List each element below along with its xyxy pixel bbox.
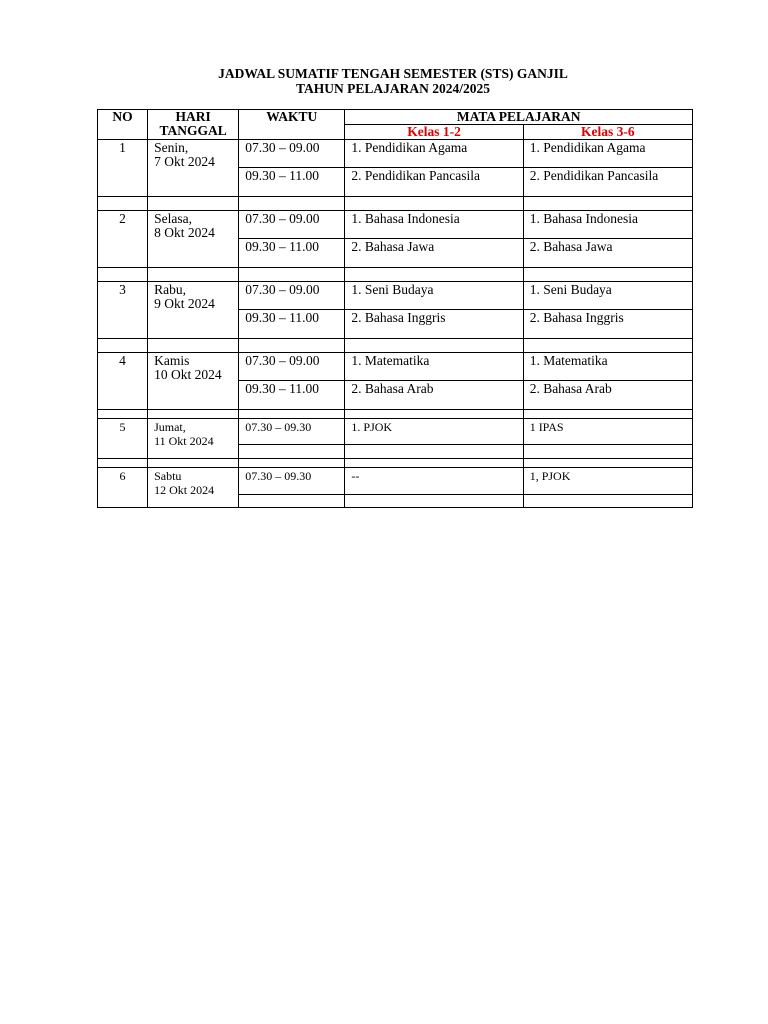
empty-cell xyxy=(345,268,523,282)
empty-cell xyxy=(148,410,239,419)
subject-kelas-1-2 xyxy=(345,211,523,239)
subject-kelas-1-2-text: 2. Pendidikan Pancasila xyxy=(351,168,480,183)
header-kelas-1-2: Kelas 1-2 xyxy=(345,125,523,140)
day-name: Rabu, xyxy=(154,282,186,297)
subject-kelas-1-2 xyxy=(345,239,523,268)
header-waktu: WAKTU xyxy=(239,110,345,140)
session-time xyxy=(239,168,345,197)
subject-kelas-3-6-text: 1. Bahasa Indonesia xyxy=(529,211,639,226)
spacer-row xyxy=(98,410,693,419)
subject-kelas-1-2-text: 1. Pendidikan Agama xyxy=(351,140,468,155)
day-date-cell xyxy=(148,419,239,459)
day-number xyxy=(98,211,148,268)
subject-kelas-3-6 xyxy=(523,239,692,268)
subject-kelas-3-6 xyxy=(523,168,692,197)
day-number-text: 4 xyxy=(119,353,126,368)
empty-cell xyxy=(523,339,692,353)
day-number-text: 1 xyxy=(119,140,126,155)
day-date-cell xyxy=(148,282,239,339)
subject-kelas-1-2 xyxy=(345,140,523,168)
empty-cell xyxy=(98,410,148,419)
day-name: Selasa, xyxy=(154,211,192,226)
empty-cell xyxy=(148,197,239,211)
day-number-text: 3 xyxy=(119,282,126,297)
day-number-text: 5 xyxy=(119,420,126,434)
day-date: 9 Okt 2024 xyxy=(154,296,215,311)
day-date-cell xyxy=(148,468,239,508)
subject-kelas-1-2-text: 1. Bahasa Indonesia xyxy=(351,211,460,226)
subject-kelas-1-2 xyxy=(345,310,523,339)
subject-kelas-1-2 xyxy=(345,495,523,508)
session-time-text: 09.30 – 11.00 xyxy=(245,381,319,396)
empty-cell xyxy=(239,339,345,353)
empty-cell xyxy=(148,459,239,468)
session-time-text: 09.30 – 11.00 xyxy=(245,168,319,183)
header-no: NO xyxy=(98,110,148,140)
schedule-row xyxy=(98,140,693,168)
subject-kelas-1-2 xyxy=(345,468,523,495)
session-time xyxy=(239,239,345,268)
empty-cell xyxy=(345,459,523,468)
subject-kelas-1-2 xyxy=(345,445,523,459)
session-time xyxy=(239,495,345,508)
session-time-text xyxy=(245,495,344,496)
header-mata-pelajaran: MATA PELAJARAN xyxy=(345,110,693,125)
subject-kelas-1-2-text: 2. Bahasa Inggris xyxy=(351,310,446,325)
day-number xyxy=(98,468,148,508)
empty-cell xyxy=(98,197,148,211)
subject-kelas-1-2-text xyxy=(351,445,522,446)
schedule-body xyxy=(98,140,693,508)
session-time-text: 09.30 – 11.00 xyxy=(245,239,319,254)
session-time xyxy=(239,468,345,495)
schedule-row xyxy=(98,468,693,495)
subject-kelas-1-2 xyxy=(345,282,523,310)
day-date: 7 Okt 2024 xyxy=(154,154,215,169)
subject-kelas-1-2 xyxy=(345,419,523,445)
header-hari-tanggal xyxy=(148,110,239,140)
session-time-text: 07.30 – 09.30 xyxy=(245,469,312,483)
empty-cell xyxy=(523,410,692,419)
day-number xyxy=(98,282,148,339)
empty-cell xyxy=(345,197,523,211)
session-time-text xyxy=(245,445,344,446)
subject-kelas-1-2-text: 1. Matematika xyxy=(351,353,430,368)
day-date-cell xyxy=(148,211,239,268)
document-title: JADWAL SUMATIF TENGAH SEMESTER (STS) GANJIL xyxy=(218,66,568,81)
session-time xyxy=(239,419,345,445)
subject-kelas-1-2 xyxy=(345,168,523,197)
empty-cell xyxy=(239,459,345,468)
empty-cell xyxy=(148,339,239,353)
session-time xyxy=(239,381,345,410)
session-time xyxy=(239,353,345,381)
empty-cell xyxy=(523,268,692,282)
subject-kelas-3-6-text: 2. Bahasa Jawa xyxy=(529,239,613,254)
subject-kelas-1-2 xyxy=(345,381,523,410)
day-name: Senin, xyxy=(154,140,189,155)
header-kelas-3-6: Kelas 3-6 xyxy=(523,125,692,140)
day-name: Kamis xyxy=(154,353,190,368)
subject-kelas-1-2 xyxy=(345,353,523,381)
session-time-text: 09.30 – 11.00 xyxy=(245,310,319,325)
subject-kelas-3-6-text: 1. Seni Budaya xyxy=(529,282,612,297)
day-date-cell xyxy=(148,140,239,197)
session-time xyxy=(239,211,345,239)
subject-kelas-3-6-text: 2. Bahasa Inggris xyxy=(529,310,624,325)
day-date: 12 Okt 2024 xyxy=(154,483,215,497)
empty-cell xyxy=(239,268,345,282)
subject-kelas-3-6-text xyxy=(530,445,692,446)
schedule-row xyxy=(98,282,693,310)
empty-cell xyxy=(239,410,345,419)
empty-cell xyxy=(148,268,239,282)
schedule-row xyxy=(98,211,693,239)
day-name: Jumat, xyxy=(154,420,186,434)
subject-kelas-3-6-text: 1, PJOK xyxy=(529,469,571,483)
session-time-text: 07.30 – 09.00 xyxy=(245,211,320,226)
empty-cell xyxy=(98,459,148,468)
subject-kelas-3-6-text: 1 IPAS xyxy=(529,420,564,434)
session-time-text: 07.30 – 09.30 xyxy=(245,420,312,434)
day-date: 10 Okt 2024 xyxy=(154,367,222,382)
subject-kelas-1-2-text: -- xyxy=(351,469,360,483)
subject-kelas-3-6 xyxy=(523,381,692,410)
subject-kelas-1-2-text: 2. Bahasa Jawa xyxy=(351,239,435,254)
subject-kelas-1-2-text: 1. PJOK xyxy=(351,420,393,434)
subject-kelas-3-6-text: 1. Matematika xyxy=(529,353,608,368)
day-number-text: 2 xyxy=(119,211,126,226)
subject-kelas-1-2-text: 1. Seni Budaya xyxy=(351,282,434,297)
document-subtitle: TAHUN PELAJARAN 2024/2025 xyxy=(295,81,490,96)
day-number xyxy=(98,140,148,197)
session-time-text: 07.30 – 09.00 xyxy=(245,353,320,368)
empty-cell xyxy=(523,197,692,211)
day-date-cell xyxy=(148,353,239,410)
session-time xyxy=(239,282,345,310)
session-time-text: 07.30 – 09.00 xyxy=(245,140,320,155)
empty-cell xyxy=(239,197,345,211)
subject-kelas-1-2-text xyxy=(351,495,522,496)
spacer-row xyxy=(98,459,693,468)
day-date: 11 Okt 2024 xyxy=(154,434,214,448)
schedule-table xyxy=(97,109,693,508)
day-number xyxy=(98,353,148,410)
day-date: 8 Okt 2024 xyxy=(154,225,215,240)
subject-kelas-3-6 xyxy=(523,445,692,459)
subject-kelas-3-6 xyxy=(523,140,692,168)
header-tanggal: TANGGAL xyxy=(159,123,227,138)
day-name: Sabtu xyxy=(154,469,182,483)
subject-kelas-3-6 xyxy=(523,353,692,381)
subject-kelas-3-6-text xyxy=(530,495,692,496)
schedule-row xyxy=(98,419,693,445)
empty-cell xyxy=(98,268,148,282)
empty-cell xyxy=(98,339,148,353)
subject-kelas-3-6-text: 2. Pendidikan Pancasila xyxy=(529,168,659,183)
subject-kelas-1-2-text: 2. Bahasa Arab xyxy=(351,381,434,396)
subject-kelas-3-6-text: 1. Pendidikan Agama xyxy=(529,140,646,155)
empty-cell xyxy=(345,339,523,353)
day-number-text: 6 xyxy=(119,469,126,483)
session-time xyxy=(239,140,345,168)
session-time xyxy=(239,445,345,459)
subject-kelas-3-6 xyxy=(523,419,692,445)
subject-kelas-3-6-text: 2. Bahasa Arab xyxy=(529,381,612,396)
day-number xyxy=(98,419,148,459)
subject-kelas-3-6 xyxy=(523,495,692,508)
session-time xyxy=(239,310,345,339)
empty-cell xyxy=(523,459,692,468)
schedule-row xyxy=(98,353,693,381)
subject-kelas-3-6 xyxy=(523,310,692,339)
subject-kelas-3-6 xyxy=(523,211,692,239)
subject-kelas-3-6 xyxy=(523,468,692,495)
spacer-row xyxy=(98,197,693,211)
spacer-row xyxy=(98,268,693,282)
header-hari: HARI xyxy=(175,109,211,124)
session-time-text: 07.30 – 09.00 xyxy=(245,282,320,297)
spacer-row xyxy=(98,339,693,353)
subject-kelas-3-6 xyxy=(523,282,692,310)
empty-cell xyxy=(345,410,523,419)
